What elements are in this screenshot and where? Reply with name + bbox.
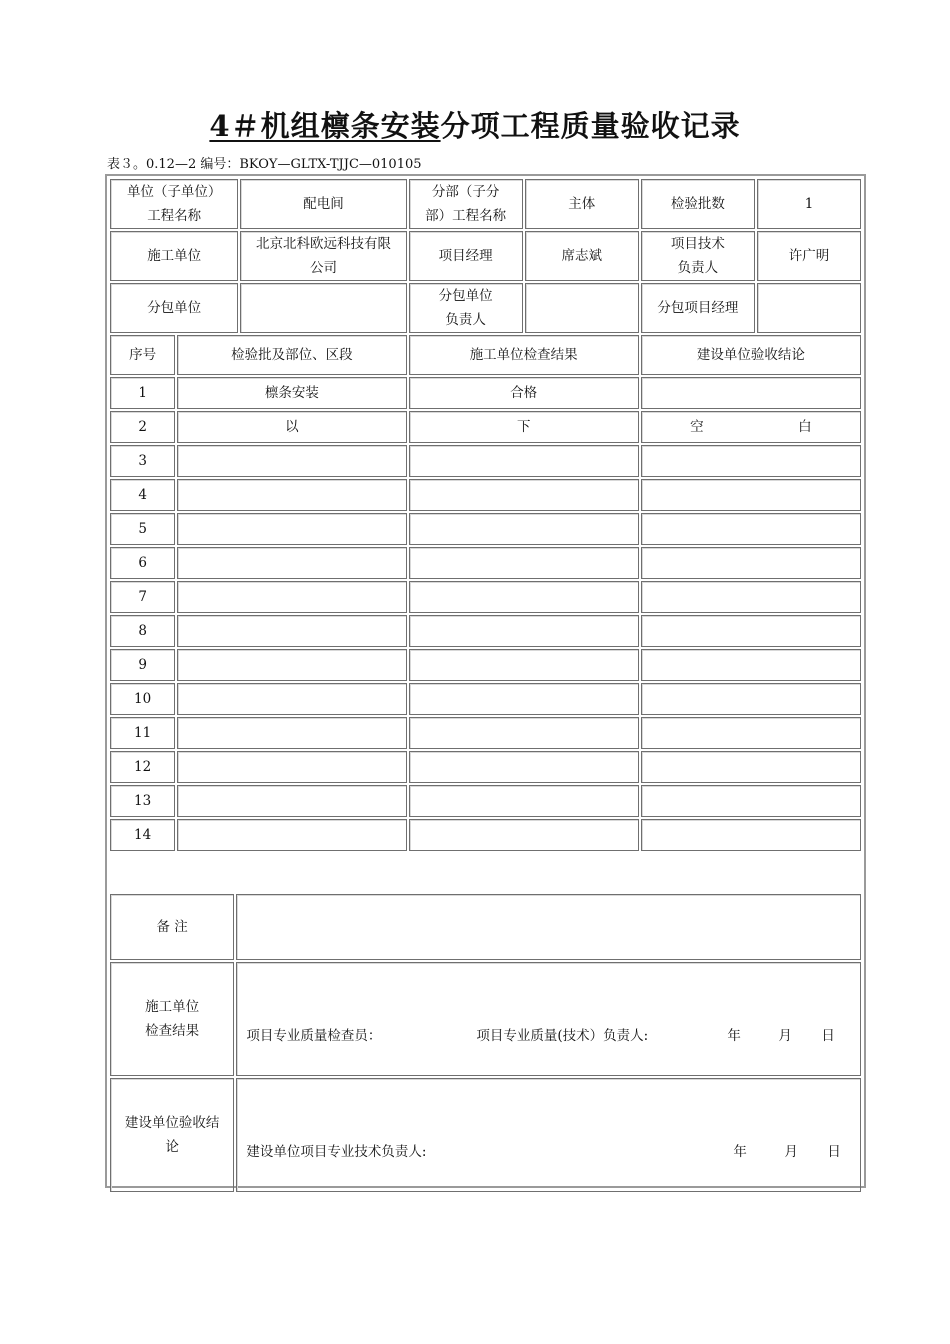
table-row [110,819,861,851]
quality-lead-label: 项目专业质量(技术）负责人: [476,1028,649,1044]
date-month: 月 [778,1028,792,1044]
row-part [177,615,406,647]
remarks-label: 备 注 [110,894,234,960]
project-manager-value: 席志斌 [525,231,639,281]
owner-tech-lead-label: 建设单位项目专业技术负责人: [246,1144,427,1160]
project-manager-label: 项目经理 [409,231,523,281]
col-header-conclusion: 建设单位验收结论 [641,335,861,375]
table-row [110,445,861,477]
date-month: 月 [784,1144,798,1160]
row-check [409,819,639,851]
row-check: 合格 [409,377,639,409]
row-part: 檩条安装 [177,377,406,409]
col-header-part: 检验批及部位、区段 [177,335,406,375]
row-conclusion [641,445,861,477]
row-conclusion [641,751,861,783]
sub-pm-value [757,283,861,333]
row-check [409,513,639,545]
date-year: 年 [733,1144,747,1160]
row-no: 2 [110,411,175,443]
contractor-result-sign [236,962,861,1076]
sub-lead-value [525,283,639,333]
row-conclusion [641,785,861,817]
row-conclusion [641,615,861,647]
row-check [409,479,639,511]
contractor-result-label: 施工单位 检查结果 [110,962,234,1076]
row-no: 13 [110,785,175,817]
tech-lead-label: 项目技术 负责人 [641,231,755,281]
row-part [177,751,406,783]
row-conclusion [641,649,861,681]
col-header-no: 序号 [110,335,175,375]
row-no: 10 [110,683,175,715]
title-record-name: 分项工程质量验收记录 [440,109,741,143]
date-year: 年 [727,1028,741,1044]
row-no: 9 [110,649,175,681]
contractor-value: 北京北科欧远科技有限 公司 [240,231,406,281]
table-row [110,581,861,613]
unit-name-label: 单位（子单位） 工程名称 [110,179,238,229]
table-row [110,411,861,443]
row-check [409,717,639,749]
row-part [177,649,406,681]
batch-count-label: 检验批数 [641,179,755,229]
row-no: 1 [110,377,175,409]
row-no: 7 [110,581,175,613]
row-part [177,547,406,579]
table-row [110,377,861,409]
row-conclusion [641,513,861,545]
row-no: 6 [110,547,175,579]
sub-lead-label: 分包单位 负责人 [409,283,523,333]
owner-conclusion-sign [236,1078,861,1192]
row-check [409,445,639,477]
date-day: 日 [821,1028,835,1044]
sub-project-label: 分部（子分 部）工程名称 [409,179,523,229]
row-no: 5 [110,513,175,545]
row-part: 以 [177,411,406,443]
row-part [177,513,406,545]
quality-inspector-label: 项目专业质量检查员： [246,1028,382,1044]
sub-pm-label: 分包项目经理 [641,283,755,333]
subcontractor-value [240,283,406,333]
row-conclusion [641,819,861,851]
row-conclusion [641,581,861,613]
table-row [110,751,861,783]
table-row [110,513,861,545]
row-check [409,615,639,647]
row-part [177,683,406,715]
date-day: 日 [827,1144,841,1160]
row-conclusion [641,547,861,579]
row-check [409,785,639,817]
row-conclusion [641,683,861,715]
page-title [0,104,950,145]
footer-table [108,892,863,1194]
row-no: 3 [110,445,175,477]
subcontractor-label: 分包单位 [110,283,238,333]
remarks-value [236,894,861,960]
table-row [110,479,861,511]
header-table [108,177,863,853]
row-no: 14 [110,819,175,851]
row-check [409,683,639,715]
table-row [110,615,861,647]
table-row [110,683,861,715]
col-header-check: 施工单位检查结果 [409,335,639,375]
row-part [177,479,406,511]
row-check [409,581,639,613]
row-check [409,547,639,579]
row-no: 11 [110,717,175,749]
row-check [409,751,639,783]
table-row [110,785,861,817]
owner-conclusion-label: 建设单位验收结 论 [110,1078,234,1192]
row-conclusion [641,717,861,749]
row-no: 4 [110,479,175,511]
row-no: 12 [110,751,175,783]
table-row [110,547,861,579]
table-row [110,717,861,749]
row-part [177,581,406,613]
row-check [409,649,639,681]
row-conclusion [641,479,861,511]
sub-project-value: 主体 [525,179,639,229]
row-conclusion: 空 白 [641,411,861,443]
form-number: 表３。0.12—2 编号：BKOY—GLTX-TJJC—010105 [107,157,422,172]
batch-count-value: 1 [757,179,861,229]
row-part [177,785,406,817]
row-no: 8 [110,615,175,647]
tech-lead-value: 许广明 [757,231,861,281]
title-project: 4＃机组檩条安装 [209,109,441,143]
row-part [177,819,406,851]
row-check: 下 [409,411,639,443]
table-row [110,649,861,681]
contractor-label: 施工单位 [110,231,238,281]
row-part [177,445,406,477]
unit-name-value: 配电间 [240,179,406,229]
row-conclusion [641,377,861,409]
row-part [177,717,406,749]
